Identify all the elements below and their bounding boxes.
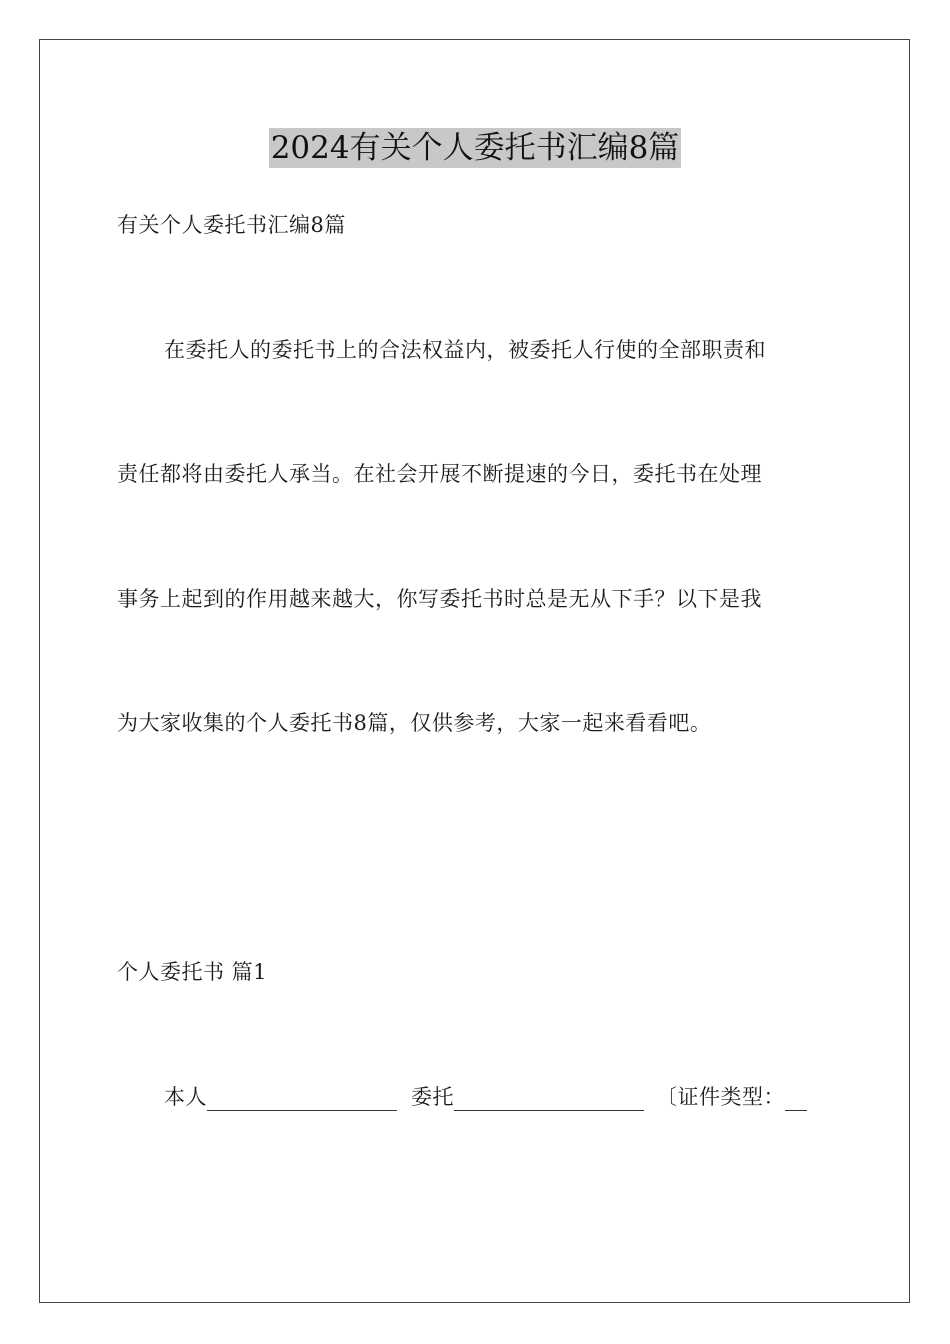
intro-paragraph-line-2: 责任都将由委托人承当。在社会开展不断提速的今日，委托书在处理 bbox=[117, 462, 762, 486]
blank-name-field bbox=[207, 1088, 397, 1111]
blank-entrusted-field bbox=[454, 1088, 644, 1111]
section-heading: 个人委托书 篇1 bbox=[117, 960, 268, 984]
intro-paragraph-line-1: 在委托人的委托书上的合法权益内，被委托人行使的全部职责和 bbox=[164, 338, 766, 362]
form-line bbox=[164, 1083, 807, 1111]
document-title: 2024有关个人委托书汇编8篇 bbox=[270, 130, 680, 166]
title-container bbox=[0, 128, 950, 168]
intro-paragraph-line-4: 为大家收集的个人委托书8篇，仅供参考，大家一起来看看吧。 bbox=[117, 711, 712, 735]
intro-paragraph-line-3: 事务上起到的作用越来越大，你写委托书时总是无从下手？以下是我 bbox=[117, 587, 762, 611]
label-self: 本人 bbox=[164, 1085, 207, 1109]
label-entrust: 委托 bbox=[411, 1085, 454, 1109]
document-subtitle: 有关个人委托书汇编8篇 bbox=[117, 213, 346, 237]
label-id-type: 〔证件类型： bbox=[656, 1085, 785, 1109]
blank-id-type-field bbox=[785, 1088, 807, 1111]
